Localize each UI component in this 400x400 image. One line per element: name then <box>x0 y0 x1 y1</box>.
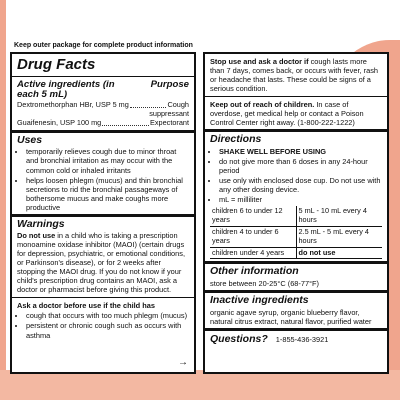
warning-lead: Do not use <box>17 231 56 241</box>
stop-use-text: cough lasts more than 7 days, comes back, or occurs with fever, rash or headache that lasts. These could be signs of a serious condition. <box>210 57 379 94</box>
divider <box>205 129 387 132</box>
ingredient-purpose: Cough <box>167 100 189 110</box>
list-item: • use only with enclosed dose cup. Do not use with any other dosing device. <box>219 176 382 194</box>
leader-dots <box>102 125 149 126</box>
reach-text: In case of overdose, get medical help or contact a Poison Control Center right away. (1-800-222-1222) <box>210 100 364 128</box>
directions-list <box>210 147 382 204</box>
warning-text: in a child who is taking a prescription monoamine oxidase inhibitor (MAOI) (certain drugs for depression, psychiatric, or emotional conditions, or Parkinson's disease), or for 2 weeks after stopping the MAOI drug. If you do not know if your child's prescription drug contains an MAOI, ask a doctor or pharmacist before giving this product. <box>17 231 186 295</box>
dose-cell: do not use <box>296 247 382 259</box>
reach-lead: Keep out of reach of children. <box>210 100 315 110</box>
divider <box>205 328 387 331</box>
continue-arrow-icon: → <box>178 356 188 368</box>
divider <box>12 130 194 133</box>
active-ingredients-heading: Active ingredients (in each 5 mL) <box>17 78 115 101</box>
list-item: • mL = milliliter <box>219 195 382 204</box>
top-note: Keep outer package for complete product information <box>14 42 193 49</box>
drug-facts-right-panel <box>203 52 389 374</box>
peach-background-left <box>0 0 6 400</box>
list-item: • persistent or chronic cough such as occurs with asthma <box>26 321 189 339</box>
divider <box>12 297 194 298</box>
table-row <box>210 206 382 226</box>
divider <box>205 96 387 97</box>
ingredient-name: Dextromethorphan HBr, USP 5 mg <box>17 100 129 110</box>
questions-row <box>210 333 382 346</box>
ingredient-purpose: Expectorant <box>150 118 189 127</box>
questions-heading: Questions? <box>210 332 268 345</box>
inactive-ingredients-text: organic agave syrup, organic blueberry flavor, natural citrus extract, natural flavor, purified water <box>210 307 372 326</box>
ingredient-purpose-cont: suppressant <box>149 109 189 119</box>
inactive-ingredients-heading: Inactive ingredients <box>210 293 309 306</box>
dosage-table <box>210 206 382 259</box>
uses-heading: Uses <box>17 133 43 146</box>
list-item: • temporarily relieves cough due to minor throat and bronchial irritation as may occur with the common cold or inhaled irritants <box>26 147 189 174</box>
age-cell: children 6 to under 12 years <box>210 206 296 226</box>
warnings-heading: Warnings <box>17 217 65 230</box>
divider <box>12 76 194 77</box>
ingredient-name: Guaifenesin, USP 100 mg <box>17 118 102 127</box>
active-ingredients-header <box>17 80 189 101</box>
divider <box>12 214 194 217</box>
list-item: • SHAKE WELL BEFORE USING <box>219 147 382 156</box>
list-item: • helps loosen phlegm (mucus) and thin bronchial secretions to rid the bronchial passageways of bothersome mucus and make coughs more productive <box>26 176 189 212</box>
age-cell: children 4 to under 6 years <box>210 226 296 247</box>
ingredient-row <box>17 119 189 128</box>
dose-cell: 2.5 mL - 5 mL every 4 hours <box>296 226 382 247</box>
uses-list <box>17 147 189 211</box>
drug-facts-title: Drug Facts <box>17 56 96 73</box>
dose-cell: 5 mL - 10 mL every 4 hours <box>296 206 382 226</box>
list-item: • do not give more than 6 doses in any 24-hour period <box>219 157 382 175</box>
ask-doctor-heading: Ask a doctor before use if the child has <box>17 301 155 311</box>
divider <box>205 290 387 293</box>
drug-facts-left-panel <box>10 52 196 374</box>
reach-paragraph <box>210 100 382 127</box>
stop-use-paragraph <box>210 57 382 93</box>
list-item: • cough that occurs with too much phlegm (mucus) <box>26 311 189 320</box>
ingredient-row <box>17 101 189 119</box>
other-info-text: store between 20-25°C (68-77°F) <box>210 278 320 288</box>
stop-use-lead: Stop use and ask a doctor if <box>210 57 309 66</box>
ask-doctor-list <box>17 311 189 339</box>
purpose-heading: Purpose <box>150 78 189 90</box>
age-cell: children under 4 years <box>210 247 296 259</box>
questions-phone: 1-855-436-3921 <box>275 334 329 344</box>
peach-background-bottom <box>0 370 400 400</box>
table-row <box>210 247 382 259</box>
table-row <box>210 226 382 247</box>
warning-paragraph <box>17 231 189 294</box>
divider <box>205 261 387 264</box>
other-info-heading: Other information <box>210 265 299 278</box>
leader-dots <box>130 107 167 108</box>
directions-heading: Directions <box>210 133 262 146</box>
